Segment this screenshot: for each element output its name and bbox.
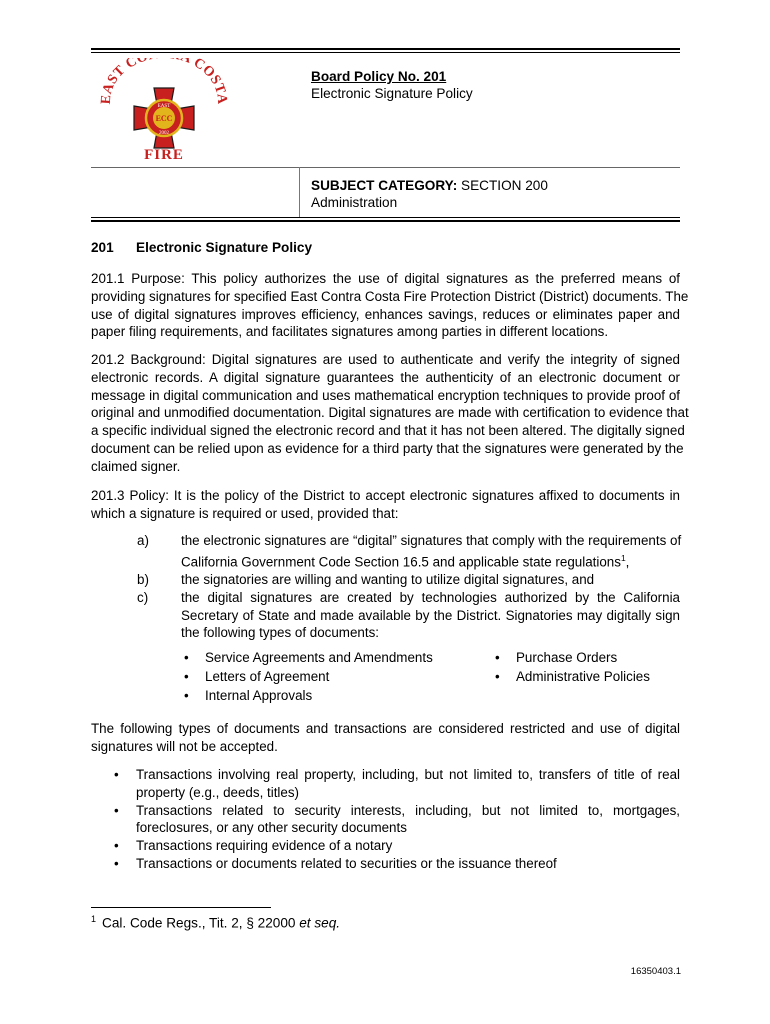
list-item <box>114 766 680 802</box>
text-line: Secretary of State and made available by the District. Signatories may digitally sign <box>181 607 680 623</box>
logo-monogram: ECC <box>155 114 173 123</box>
text-line: the following types of documents: <box>181 625 379 641</box>
purpose-paragraph <box>91 270 689 341</box>
text-line: the signatories are willing and wanting to utilize digital signatures, and <box>181 572 595 588</box>
subject-sub: Administration <box>311 195 398 210</box>
logo-arc-text: EAST C COSTA <box>98 58 230 105</box>
list-item: • Letters of Agreement <box>184 667 433 686</box>
document-id: 16350403.1 <box>630 966 681 977</box>
text-line: California Government Code Section 16.5 and applicable state regulations <box>181 554 621 570</box>
footnote <box>91 914 340 931</box>
policy-paragraph <box>91 487 680 523</box>
logo-year: 2002 <box>159 131 169 136</box>
policy-title: Board Policy No. 201 <box>311 69 447 84</box>
subject-value: SECTION 200 <box>461 178 548 193</box>
text-line: 201.1 Purpose: This policy authorizes the use of digital signatures as the preferred means of <box>91 271 680 286</box>
text-line: • Transactions or documents related to securities or the issuance thereof <box>136 855 557 871</box>
text-line: the electronic signatures are “digital” signatures that comply with the requirements of <box>181 533 682 548</box>
list-item: • Purchase Orders <box>495 648 650 667</box>
doc-types-right <box>495 648 650 686</box>
footnote-rule <box>91 907 271 908</box>
section-heading <box>91 240 312 255</box>
logo-bottom-text: FIRE <box>144 147 184 162</box>
text-line: The following types of documents and transactions are considered restricted and use of digital <box>91 721 680 736</box>
text-line: the digital signatures are created by technologies authorized by the California <box>181 589 680 605</box>
text-line: original and unmodified documentation. Digital signatures are made with certification to evidence that <box>91 405 689 421</box>
footnote-text: Cal. Code Regs., Tit. 2, § 22000 <box>102 915 300 931</box>
district-logo <box>96 58 232 162</box>
section-title: Electronic Signature Policy <box>136 240 313 255</box>
text-line: • Transactions involving real property, including, but not limited to, transfers of title of real <box>136 767 680 782</box>
policy-name: Electronic Signature Policy <box>311 86 473 101</box>
list-item <box>114 837 680 855</box>
text-line: foreclosures, or any other security documents <box>136 820 407 836</box>
subject-category <box>311 177 548 211</box>
list-item <box>114 802 680 838</box>
list-item: • Administrative Policies <box>495 667 650 686</box>
text-line: • Transactions requiring evidence of a notary <box>136 838 393 854</box>
text-line: paper filing requirements, and facilitates signatures among parties in different locations. <box>91 324 609 340</box>
subject-label: SUBJECT CATEGORY: <box>311 178 458 193</box>
text-line: which a signature is required or used, provided that: <box>91 505 399 521</box>
footnote-mark: 1 <box>91 914 97 924</box>
text-line: signatures will not be accepted. <box>91 738 278 754</box>
restricted-list <box>114 766 680 873</box>
text-line: use of digital signatures improves efficiency, enhances savings, reduces or eliminates paper and <box>91 306 680 322</box>
condition-letter: b) <box>137 572 149 588</box>
conditions-list <box>137 532 680 642</box>
text-line: providing signatures for specified East Contra Costa Fire Protection District (District) documents. The <box>91 288 689 304</box>
header-bottom-rule-thick <box>91 220 680 222</box>
text-line: document can be relied upon as evidence for a third party that the signatures were generated by the <box>91 440 684 456</box>
background-paragraph <box>91 351 689 476</box>
text-line: property (e.g., deeds, titles) <box>136 784 299 800</box>
condition-letter: c) <box>137 589 149 605</box>
footnote-reference[interactable]: 1 <box>620 552 626 563</box>
condition-letter: a) <box>137 533 149 548</box>
text-line: message in digital communication and uses mathematical encryption techniques to provide proof of <box>91 387 680 403</box>
text-line-with-ref <box>181 550 680 571</box>
header-divider-lower <box>299 167 300 217</box>
text-line: • Transactions related to security interests, including, but not limited to, mortgages, <box>136 802 680 818</box>
text-line: claimed signer. <box>91 458 181 474</box>
text-line: a specific individual signed the electronic record and that it has not been altered. The digitally signed <box>91 423 685 439</box>
text-line: electronic records. A digital signature guarantees the authenticity of an electronic document or <box>91 369 680 385</box>
footnote-italic: et seq. <box>299 915 341 931</box>
logo-center-top: EAST <box>157 104 171 109</box>
header-top-rule-thin <box>91 52 680 53</box>
list-item: • Service Agreements and Amendments <box>184 648 433 667</box>
condition-item <box>137 589 680 642</box>
trailing-comma: , <box>625 554 630 570</box>
header-top-rule <box>91 48 680 50</box>
section-number: 201 <box>91 240 114 255</box>
restricted-intro <box>91 720 680 756</box>
text-line: 201.2 Background: Digital signatures are used to authenticate and verify the integrity of signed <box>91 352 680 367</box>
doc-types-left <box>184 648 433 705</box>
text-line: 201.3 Policy: It is the policy of the District to accept electronic signatures affixed to documents in <box>91 488 680 503</box>
condition-item <box>137 532 680 571</box>
header-mid-rule <box>91 167 680 168</box>
list-item <box>114 855 680 873</box>
list-item: • Internal Approvals <box>184 686 433 705</box>
header-bottom-rule <box>91 217 680 218</box>
condition-item <box>137 571 680 589</box>
